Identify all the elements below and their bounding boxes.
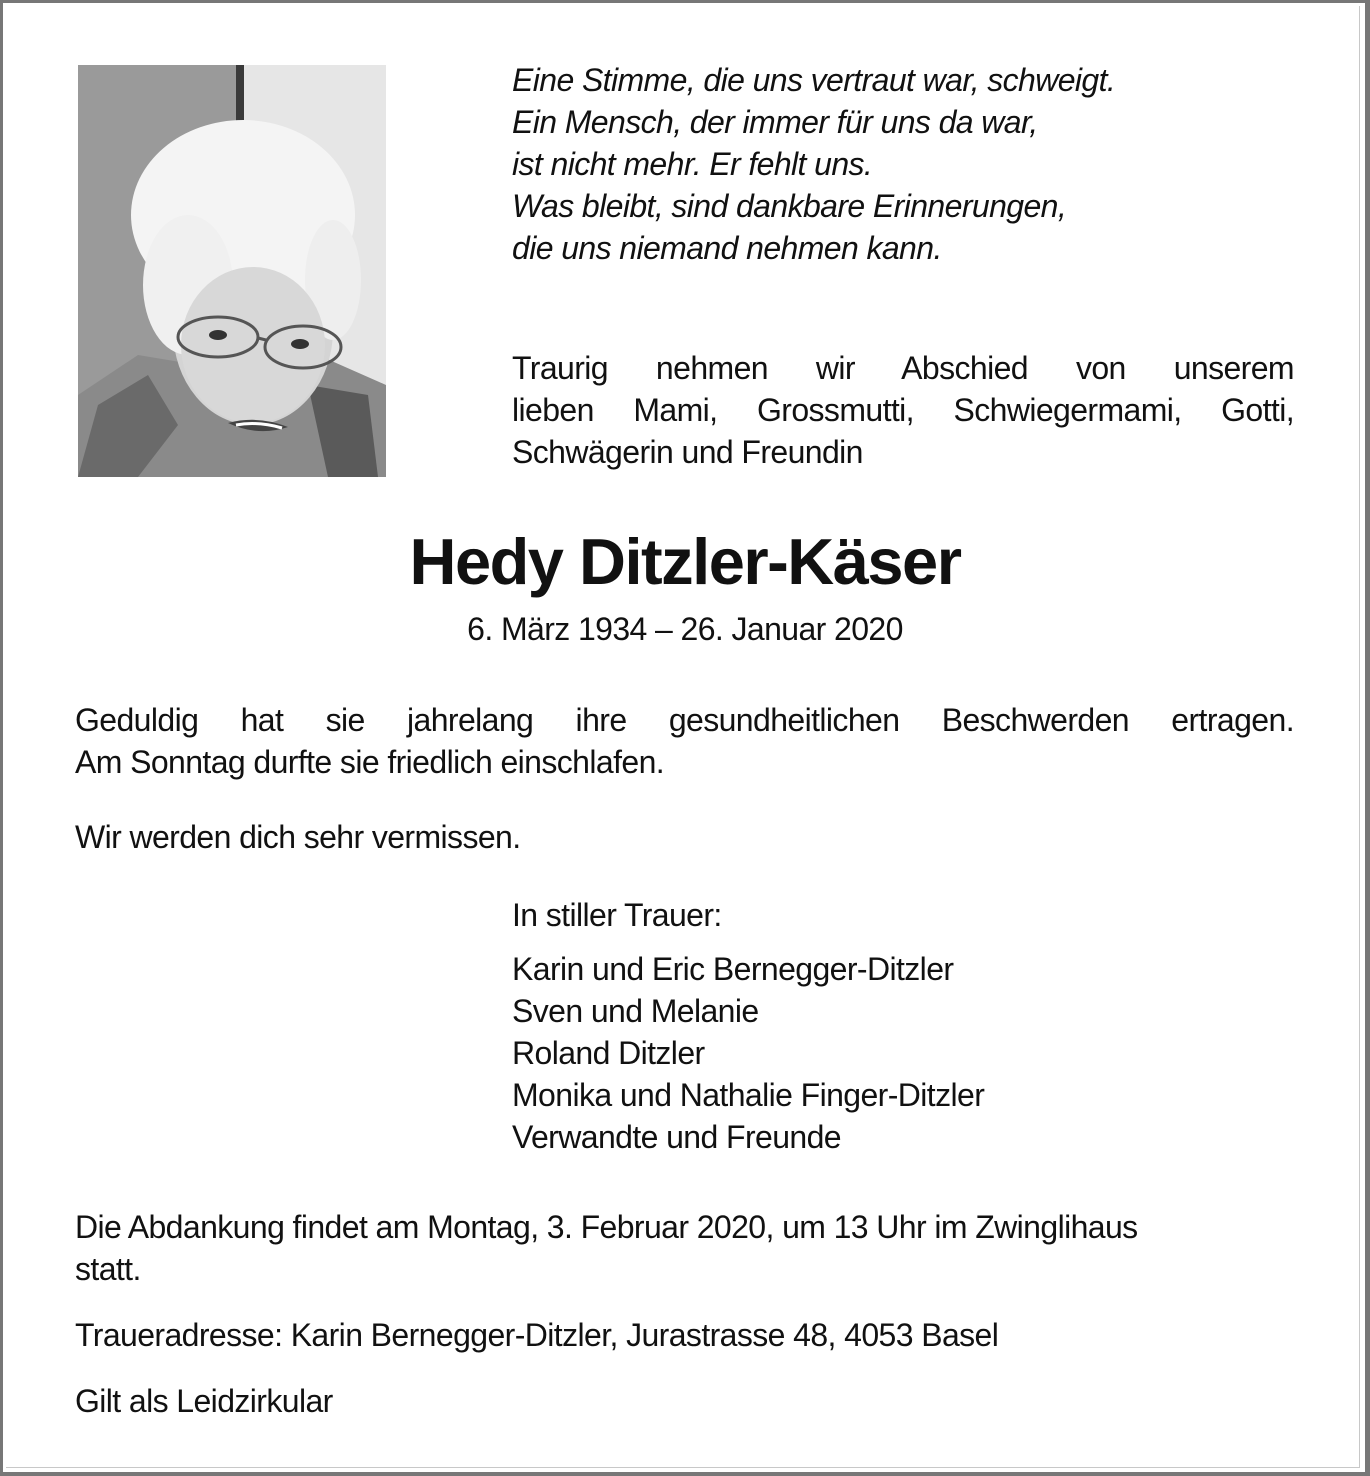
poem-line: Was bleibt, sind dankbare Erinnerungen, xyxy=(512,188,1067,224)
mourner-name: Roland Ditzler xyxy=(512,1035,705,1071)
ceremony-line: statt. xyxy=(75,1251,141,1287)
mourner-name: Monika und Nathalie Finger-Ditzler xyxy=(512,1077,985,1113)
deceased-name: Hedy Ditzler-Käser xyxy=(409,525,961,598)
mourning-address: Traueradresse: Karin Bernegger-Ditzler, Jurastrasse 48, 4053 Basel xyxy=(75,1317,999,1353)
poem-line: Ein Mensch, der immer für uns da war, xyxy=(512,104,1038,140)
intro-line: Schwägerin und Freundin xyxy=(512,434,863,470)
body-line: Am Sonntag durfte sie friedlich einschlafen. xyxy=(75,744,665,780)
mourner-name: Verwandte und Freunde xyxy=(512,1119,841,1155)
circular-note: Gilt als Leidzirkular xyxy=(75,1383,333,1419)
poem-line: Eine Stimme, die uns vertraut war, schweigt. xyxy=(512,62,1116,98)
mourner-name: Sven und Melanie xyxy=(512,993,759,1029)
poem-line: die uns niemand nehmen kann. xyxy=(512,230,942,266)
body-paragraph xyxy=(75,699,1294,783)
mourner-name: Karin und Eric Bernegger-Ditzler xyxy=(512,951,954,987)
mourners-heading: In stiller Trauer: xyxy=(512,897,722,933)
portrait-photo xyxy=(78,65,386,477)
intro-line: lieben Mami, Grossmutti, Schwiegermami, Gotti, xyxy=(512,392,1294,428)
intro-line: Traurig nehmen wir Abschied von unserem xyxy=(512,350,1294,386)
ceremony-line: Die Abdankung findet am Montag, 3. Februar 2020, um 13 Uhr im Zwinglihaus xyxy=(75,1209,1138,1245)
miss-text: Wir werden dich sehr vermissen. xyxy=(75,819,521,855)
body-line: Geduldig hat sie jahrelang ihre gesundheitlichen Beschwerden ertragen. xyxy=(75,702,1294,738)
poem xyxy=(512,59,1115,269)
intro-text xyxy=(512,347,1294,473)
poem-line: ist nicht mehr. Er fehlt uns. xyxy=(512,146,873,182)
mourners-list xyxy=(512,948,984,1158)
ceremony-info xyxy=(75,1206,1138,1290)
portrait-illustration xyxy=(78,65,386,477)
life-dates: 6. März 1934 – 26. Januar 2020 xyxy=(467,611,903,647)
